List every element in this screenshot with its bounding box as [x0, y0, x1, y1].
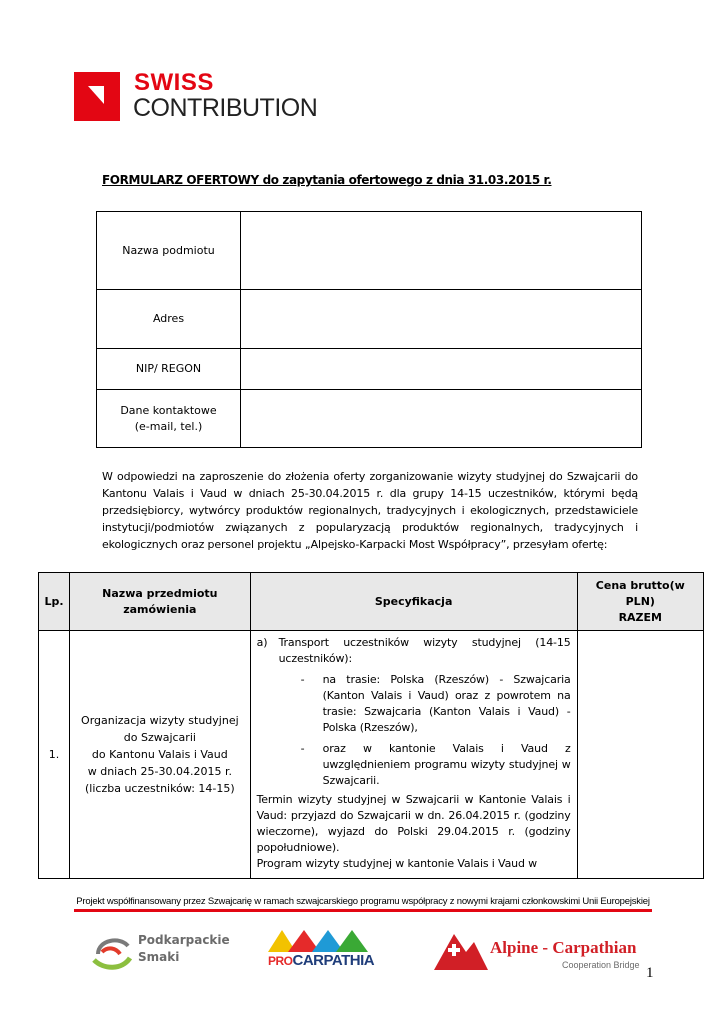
procarpathia-mountains-icon — [268, 928, 378, 952]
alpine-carpathian-subtitle: Cooperation Bridge — [562, 960, 640, 970]
spec-program-text: Program wizyty studyjnej w kantonie Valais i Vaud w — [256, 857, 538, 870]
item-name-line: Organizacja wizyty studyjnej — [81, 714, 239, 727]
podkarpackie-logo-line2: Smaki — [138, 950, 180, 964]
header-lp: Lp. — [39, 573, 70, 631]
entity-value-nip[interactable] — [241, 349, 642, 390]
spec-bullet — [301, 741, 571, 789]
entity-label-address: Adres — [97, 290, 241, 349]
intro-paragraph: W odpowiedzi na zaproszenie do złożenia oferty zorganizowanie wizyty studyjnej do Szwajcarii do Kantonu Valais i Vaud w dniach 25-30.04.2015 r. dla grupy 14-15 uczestników, którymi będą przedsiębiorcy, wytwórcy produktów regionalnych, tradycyjnych i ekologicznych, przedstawiciele instytucji/podmiotów związanych z popularyzacją produktów regionalnych, tradycyjnych i ekologicznych oraz personel projektu „Alpejsko-Karpacki Most Współpracy”, przesyłam ofertę: — [102, 470, 638, 551]
row-price[interactable] — [577, 631, 703, 879]
podkarpackie-logo-line1: Podkarpackie — [138, 933, 230, 947]
spec-bullet-text: oraz w kantonie Valais i Vaud z uwzględnieniem programu wizyty studyjnej w Szwajcarii. — [322, 742, 571, 787]
entity-row-address — [97, 290, 642, 349]
header-item-name — [70, 573, 251, 631]
alpine-carpathian-logo — [434, 926, 644, 974]
row-lp: 1. — [39, 631, 70, 879]
entity-label-name: Nazwa podmiotu — [97, 212, 241, 290]
header-item-name-line2: zamówienia — [123, 602, 197, 616]
spec-item-a-text: Transport uczestników wizyty studyjnej (14-15 uczestników): — [278, 636, 571, 665]
entity-label-nip: NIP/ REGON — [97, 349, 241, 390]
order-table — [38, 572, 704, 879]
alpine-carpathian-mountain-icon — [434, 930, 488, 970]
footer-divider — [74, 909, 652, 912]
logo-word-contribution: CONTRIBUTION — [133, 94, 318, 122]
bullet-dash-icon: - — [300, 673, 305, 686]
entity-label-contact — [97, 390, 241, 448]
entity-value-name[interactable] — [241, 212, 642, 290]
entity-value-address[interactable] — [241, 290, 642, 349]
spec-term-text: Termin wizyty studyjnej w Szwajcarii w Kantonie Valais i Vaud: przyjazd do Szwajcarii w dn. 26.04.2015 r. (godziny wieczorne), wyjazd do Polski 29.04.2015 r. (godziny popołudniowe). — [256, 793, 571, 854]
entity-row-nip — [97, 349, 642, 390]
row-item-name — [70, 631, 251, 879]
procarpathia-wordmark — [268, 952, 374, 969]
footer-cofinancing-note: Projekt współfinansowany przez Szwajcarię w ramach szwajcarskiego programu współpracy z nowymi krajami członkowskimi Unii Europejskiej — [76, 896, 650, 907]
procarpathia-pro: PRO — [268, 954, 293, 968]
podkarpackie-smaki-logo — [90, 930, 240, 974]
swiss-cross-mark-icon — [74, 72, 120, 121]
item-name-line: do Kantonu Valais i Vaud — [91, 748, 228, 761]
page-number: 1 — [646, 965, 654, 981]
header-item-name-line1: Nazwa przedmiotu — [102, 586, 218, 600]
entity-label-contact-line2: (e-mail, tel.) — [134, 419, 203, 433]
header-price-line2: RAZEM — [618, 610, 662, 624]
header-price — [577, 573, 703, 631]
order-header-row — [39, 573, 704, 631]
podkarpackie-smaki-emblem-icon — [90, 932, 134, 972]
entity-value-contact[interactable] — [241, 390, 642, 448]
item-name-line: do Szwajcarii — [123, 731, 196, 744]
spec-bullet — [301, 672, 571, 736]
table-row — [39, 631, 704, 879]
procarpathia-logo — [266, 928, 382, 972]
header-specification: Specyfikacja — [250, 573, 577, 631]
spec-bullet-text: na trasie: Polska (Rzeszów) - Szwajcaria (Kanton Valais i Vaud) oraz z powrotem na trasie: Szwajcaria (Kanton Valais i Vaud) - Polska (Rzeszów), — [322, 673, 571, 734]
spec-item-a-label: a) — [256, 636, 268, 649]
spec-item-a — [257, 635, 571, 667]
item-name-line: w dniach 25-30.04.2015 r. — [87, 765, 232, 778]
logo-word-swiss: SWISS — [134, 69, 214, 96]
entity-details-table — [96, 211, 642, 448]
swiss-contribution-logo — [74, 69, 318, 122]
header-price-line1: Cena brutto(w PLN) — [595, 578, 685, 608]
entity-row-name — [97, 212, 642, 290]
procarpathia-name: CARPATHIA — [292, 952, 375, 969]
alpine-carpathian-name: Alpine - Carpathian — [490, 938, 637, 957]
item-name-line: (liczba uczestników: 14-15) — [85, 782, 235, 795]
form-title: FORMULARZ OFERTOWY do zapytania ofertowego z dnia 31.03.2015 r. — [102, 173, 552, 187]
entity-label-contact-line1: Dane kontaktowe — [120, 403, 217, 417]
bullet-dash-icon: - — [300, 742, 305, 755]
row-specification — [250, 631, 577, 879]
entity-row-contact — [97, 390, 642, 448]
